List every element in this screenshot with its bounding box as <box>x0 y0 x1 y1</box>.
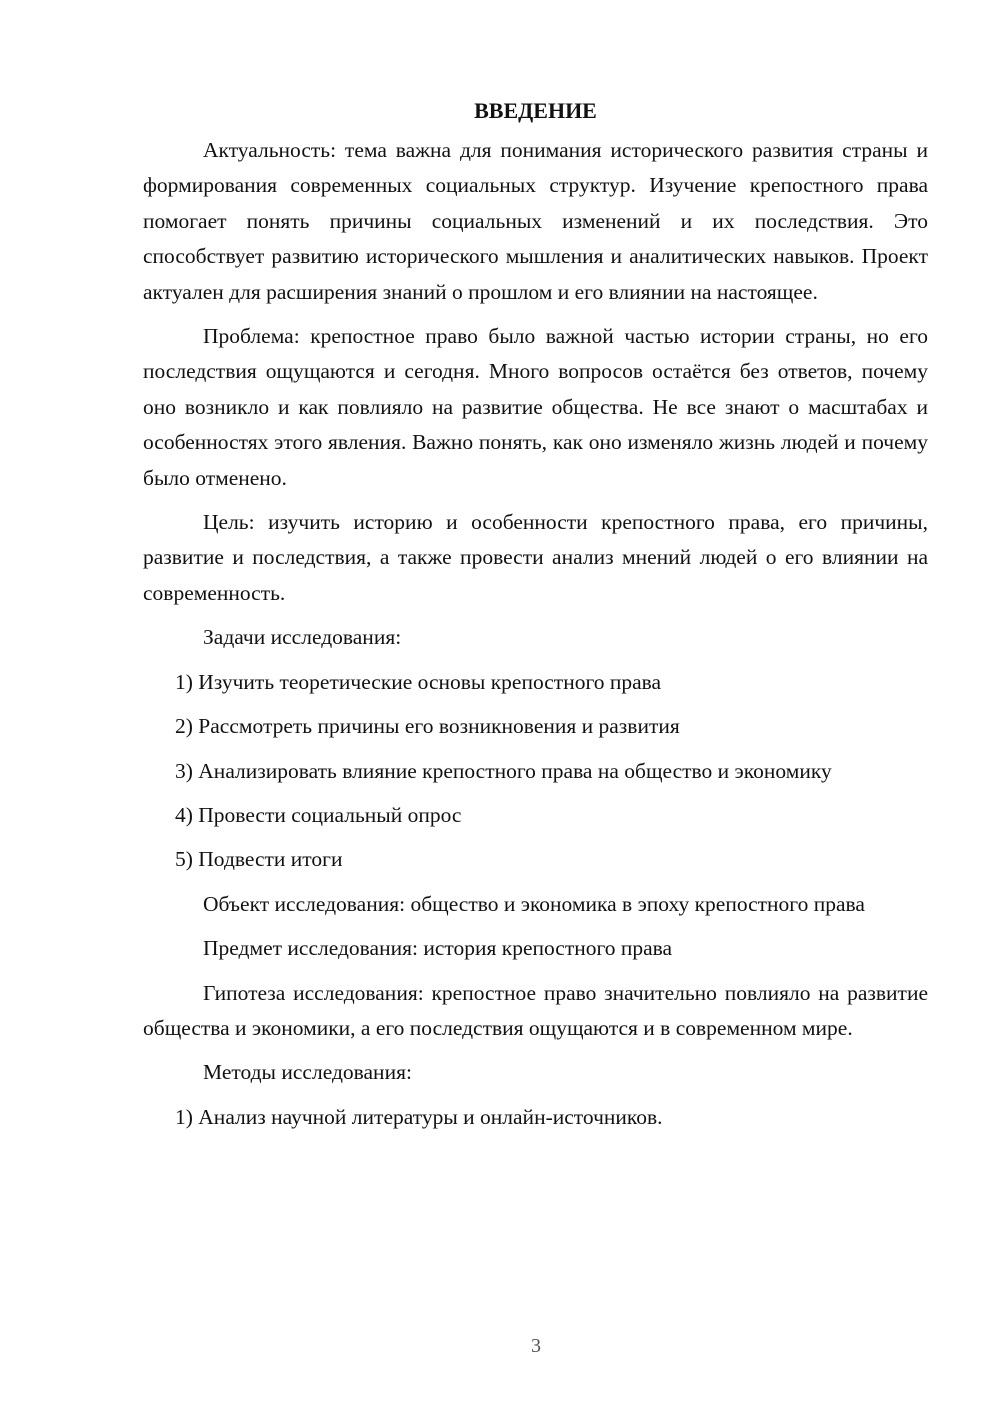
problem-paragraph: Проблема: крепостное право было важной частью истории страны, но его последствия ощущаются и сегодня. Много вопросов остаётся без ответов, почему оно возникло и как повлияло на развитие общества. Не все знают о масштабах и особенностях этого явления. Важно понять, как оно изменяло жизнь людей и почему было отменено. <box>143 324 928 490</box>
task-item: 4) Провести социальный опрос <box>175 802 462 827</box>
task-item: 3) Анализировать влияние крепостного права на общество и экономику <box>175 758 832 783</box>
task-item: 1) Изучить теоретические основы крепостного права <box>175 669 662 694</box>
object-paragraph: Объект исследования: общество и экономика в эпоху крепостного права <box>203 891 865 916</box>
task-item: 5) Подвести итоги <box>175 847 343 872</box>
page-number: 3 <box>531 1335 541 1357</box>
subject-paragraph: Предмет исследования: история крепостного права <box>203 936 673 961</box>
methods-heading: Методы исследования: <box>203 1060 412 1085</box>
method-item: 1) Анализ научной литературы и онлайн-источников. <box>175 1104 663 1129</box>
task-item: 2) Рассмотреть причины его возникновения и развития <box>175 714 680 739</box>
hypothesis-paragraph: Гипотеза исследования: крепостное право значительно повлияло на развитие общества и экономики, а его последствия ощущаются и в современном мире. <box>143 980 928 1040</box>
section-title: ВВЕДЕНИЕ <box>474 98 597 123</box>
page-content <box>143 93 928 1144</box>
goal-paragraph: Цель: изучить историю и особенности крепостного права, его причины, развитие и последствия, а также провести анализ мнений людей о его влиянии на современность. <box>143 510 928 605</box>
relevance-paragraph: Актуальность: тема важна для понимания исторического развития страны и формирования современных социальных структур. Изучение крепостного права помогает понять причины социальных изменений и их последствия. Это способствует развитию исторического мышления и аналитических навыков. Проект актуален для расширения знаний о прошлом и его влиянии на настоящее. <box>143 138 928 304</box>
tasks-heading: Задачи исследования: <box>203 625 402 650</box>
